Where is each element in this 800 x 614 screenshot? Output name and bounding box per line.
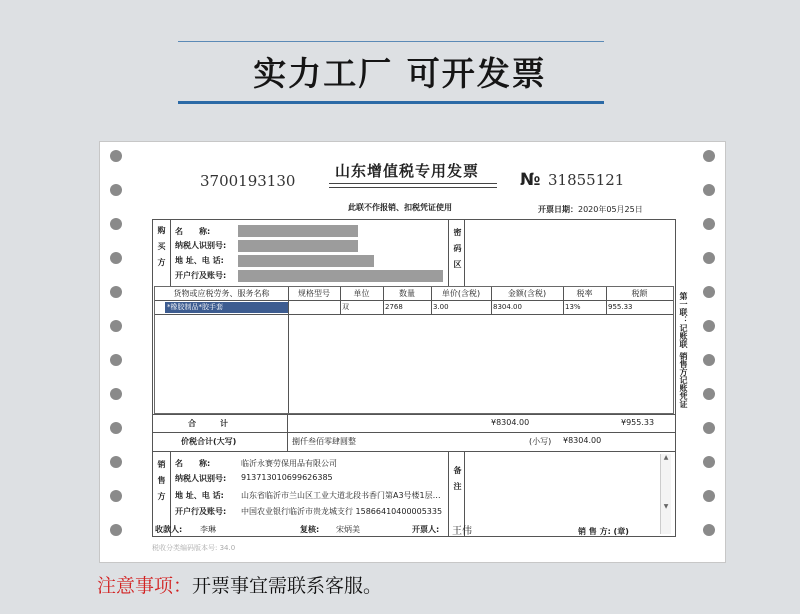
col-header: 税率 xyxy=(576,289,593,298)
seller-seal-label: 销 售 方: (章) xyxy=(578,527,629,536)
grand-total-words: 捌仟叁佰零肆圆整 xyxy=(292,437,356,446)
punch-hole xyxy=(703,184,715,196)
punch-hole xyxy=(703,456,715,468)
seller-bank-label: 开户行及账号: xyxy=(175,507,227,516)
buyer-tax-id-label: 纳税人识别号: xyxy=(175,241,227,250)
col-header: 单位 xyxy=(353,289,370,298)
redacted-buyer-bank xyxy=(238,270,443,282)
headline-top-rule xyxy=(178,41,604,42)
reviewer-label: 复核: xyxy=(300,525,320,534)
punch-hole xyxy=(110,388,122,400)
punch-hole xyxy=(110,456,122,468)
redacted-buyer-address xyxy=(238,255,374,267)
total-label: 合 计 xyxy=(188,419,228,428)
goods-table xyxy=(154,286,674,414)
total-amount: ¥8304.00 xyxy=(491,418,530,427)
seller-name-label: 名 称: xyxy=(175,459,211,468)
copy-purpose-label: 销售方记账凭证 xyxy=(679,352,688,408)
punch-hole xyxy=(703,490,715,502)
punch-hole xyxy=(110,320,122,332)
number-symbol: № xyxy=(520,170,541,190)
title-underline xyxy=(329,183,497,184)
invoice-paper xyxy=(99,141,726,563)
redacted-buyer-tax-id xyxy=(238,240,358,252)
item-unit-cell[interactable]: 双 xyxy=(342,303,349,311)
punch-hole xyxy=(703,286,715,298)
invoice-code: 3700193130 xyxy=(200,172,296,190)
item-tax-cell[interactable]: 955.33 xyxy=(608,303,633,311)
punch-hole xyxy=(703,218,715,230)
col-header: 金额(含税) xyxy=(507,289,547,298)
buyer-bank-label: 开户行及账号: xyxy=(175,271,227,280)
col-header: 货物或应税劳务、服务名称 xyxy=(173,289,270,298)
buyer-section-label: 购买方 xyxy=(157,226,166,274)
seller-address: 山东省临沂市兰山区工业大道北段书香门第A3号楼1层… xyxy=(241,491,441,500)
item-amount-cell[interactable]: 8304.00 xyxy=(493,303,522,311)
invoice-number: 31855121 xyxy=(548,171,625,189)
punch-hole xyxy=(110,422,122,434)
notice-label: 注意事项： xyxy=(97,575,193,597)
punch-hole xyxy=(110,524,122,536)
seller-name: 临沂永赛劳保用品有限公司 xyxy=(241,459,337,468)
punch-hole xyxy=(703,320,715,332)
item-price-cell[interactable]: 3.00 xyxy=(433,303,449,311)
grand-total-small-value: ¥8304.00 xyxy=(563,436,602,445)
punch-hole xyxy=(703,422,715,434)
col-header: 单价(含税) xyxy=(441,289,481,298)
headline-bottom-rule xyxy=(178,101,604,104)
issue-date: 开票日期：2020年05月25日 xyxy=(538,205,643,214)
password-area-label: 密码区 xyxy=(453,228,462,276)
item-qty-cell[interactable]: 2768 xyxy=(385,303,403,311)
punch-hole xyxy=(110,218,122,230)
invoice-main-box xyxy=(152,219,676,537)
punch-hole xyxy=(703,354,715,366)
item-spec-cell[interactable] xyxy=(288,302,340,313)
notice-text: 开票事宜需联系客服。 xyxy=(192,575,383,597)
punch-hole xyxy=(110,150,122,162)
col-header: 规格型号 xyxy=(298,289,330,298)
grand-total-small-label: (小写) xyxy=(529,437,552,446)
remarks-label: 备注 xyxy=(453,466,462,498)
invoice-title: 山东增值税专用发票 xyxy=(335,162,480,180)
issuer-name: 王伟 xyxy=(452,526,472,537)
seller-tax-id: 913713010699626385 xyxy=(241,473,333,482)
punch-hole xyxy=(110,286,122,298)
punch-hole xyxy=(703,388,715,400)
total-tax: ¥955.33 xyxy=(621,418,655,427)
redacted-buyer-name xyxy=(238,225,358,237)
punch-hole xyxy=(110,252,122,264)
remarks-scrollbar[interactable]: ▲ ▼ xyxy=(660,454,671,534)
copy-label: 第一联：记账联 xyxy=(679,292,688,348)
punch-hole xyxy=(703,150,715,162)
seller-section-label: 销售方 xyxy=(157,460,166,508)
col-header: 税额 xyxy=(631,289,648,298)
reviewer-name: 宋炳美 xyxy=(336,525,360,534)
payee-label: 收款人: xyxy=(155,525,183,534)
punch-hole xyxy=(110,490,122,502)
title-underline xyxy=(329,187,497,188)
invoice-subtitle: 此联不作报销、扣税凭证使用 xyxy=(348,203,452,212)
seller-tax-id-label: 纳税人识别号: xyxy=(175,474,227,483)
version-text: 税收分类编码版本号: 34.0 xyxy=(152,544,236,552)
col-header: 数量 xyxy=(399,289,415,298)
punch-hole xyxy=(703,524,715,536)
payee-name: 李琳 xyxy=(200,525,216,534)
punch-hole xyxy=(110,354,122,366)
notice xyxy=(97,571,382,598)
item-rate-cell[interactable]: 13% xyxy=(565,303,581,311)
page-headline: 实力工厂 可开发票 xyxy=(253,54,547,93)
issuer-label: 开票人: xyxy=(412,525,440,534)
seller-address-label: 地 址、电 话: xyxy=(175,491,224,500)
seller-bank: 中国农业银行临沂市贵龙城支行 15866410400005335 xyxy=(241,507,443,516)
punch-hole xyxy=(703,252,715,264)
buyer-name-label: 名 称: xyxy=(175,227,211,236)
grand-total-label: 价税合计(大写) xyxy=(181,437,237,446)
punch-hole xyxy=(110,184,122,196)
buyer-address-label: 地 址、电 话: xyxy=(175,256,224,265)
item-name-cell[interactable]: *橡胶制品*胶手套 xyxy=(165,302,288,313)
